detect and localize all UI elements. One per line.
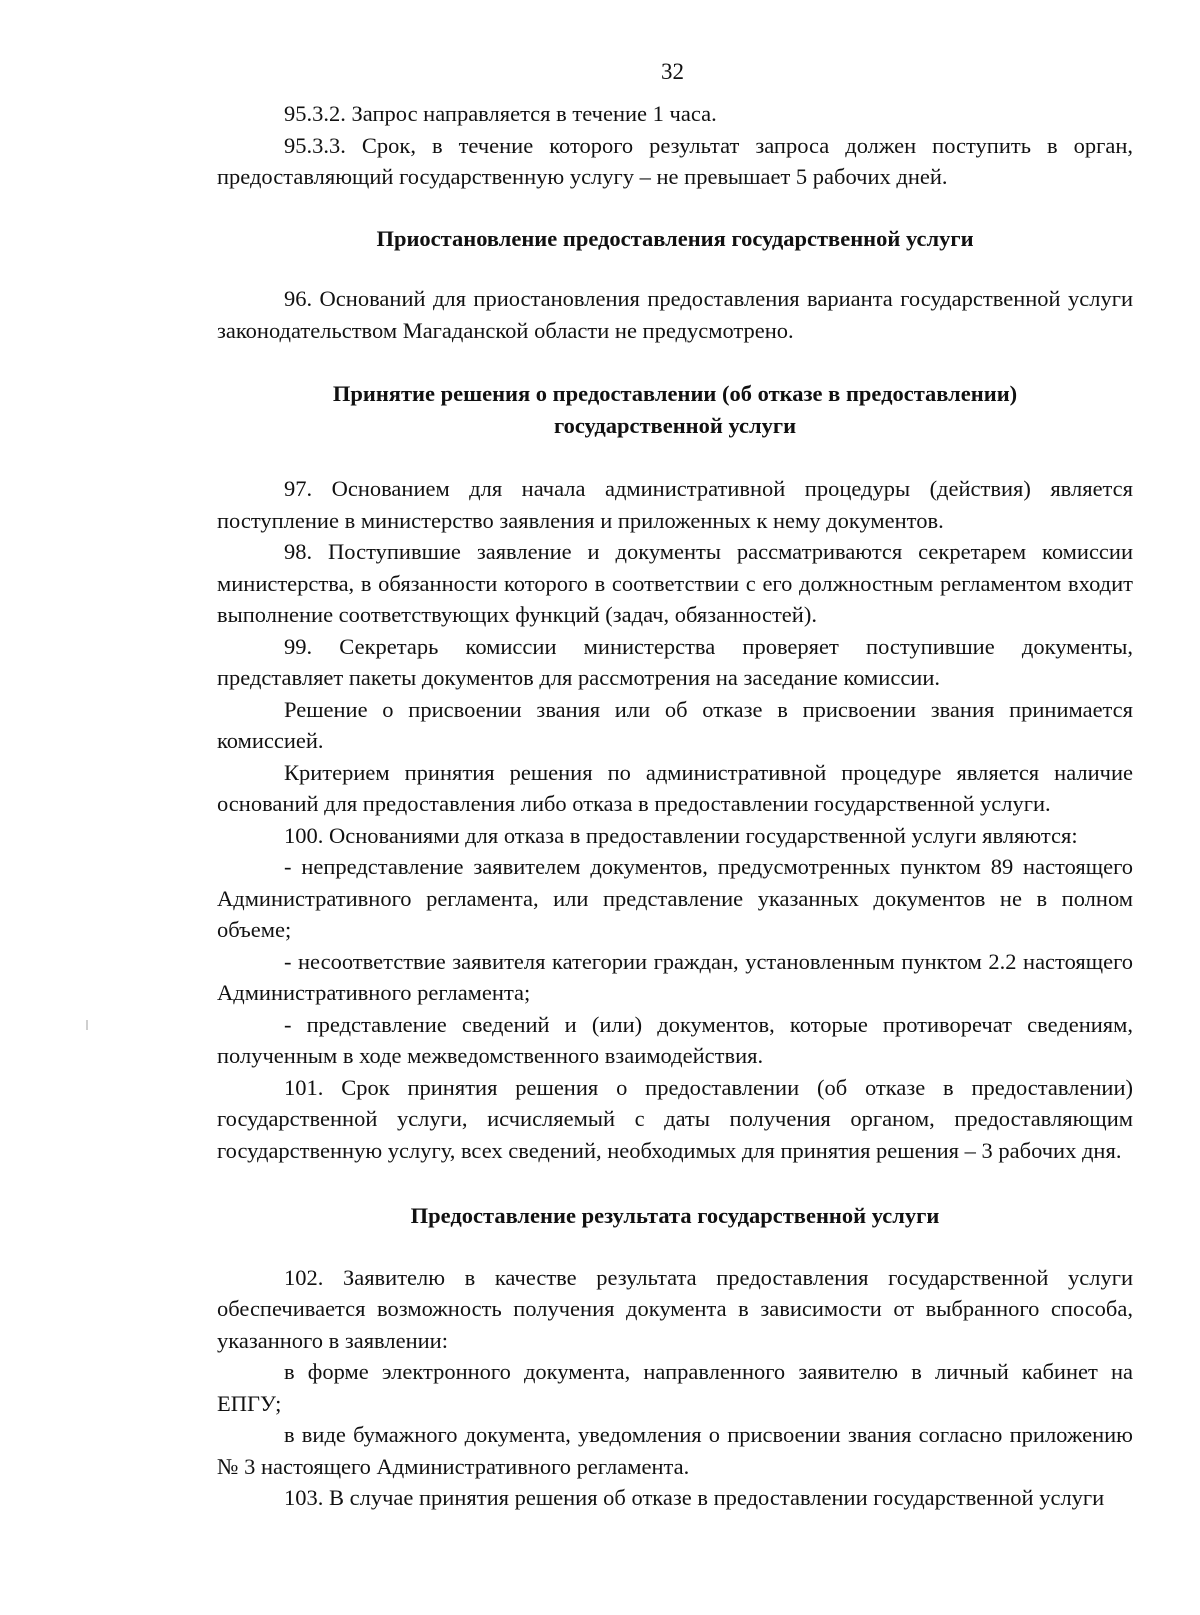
section-heading-decision-line1: Принятие решения о предоставлении (об отказе в предоставлении) [332,381,1018,406]
page-number: 32 [661,59,684,84]
section-heading-decision-line2: государственной услуги [553,412,797,438]
paragraph-97: 97. Основанием для начала административной процедуры (действия) является поступление в министерство заявления и приложенных к нему документов. [217,476,1133,533]
paragraph-decision-by-commission: Решение о присвоении звания или об отказе в присвоении звания принимается комиссией. [217,696,1133,753]
list-item-contradicting-info: - представление сведений и (или) документов, которые противоречат сведениям, полученным в ходе межведомственного взаимодействия. [217,1011,1133,1068]
section-heading-decision [217,378,1133,441]
paragraph-criterion: Критерием принятия решения по административной процедуре является наличие оснований для предоставления либо отказа в предоставлении государственной услуги. [217,759,1133,816]
section-heading-result: Предоставление результата государственной услуги [410,1203,940,1228]
list-item-non-submission: - непредставление заявителем документов, предусмотренных пунктом 89 настоящего Административного регламента, или представление указанных документов не в полном объеме; [217,854,1133,942]
paragraph-electronic-form: в форме электронного документа, направленного заявителю в личный кабинет на ЕПГУ; [217,1359,1133,1416]
paragraph-103: 103. В случае принятия решения об отказе в предоставлении государственной услуги [284,1485,1105,1510]
paragraph-98: 98. Поступившие заявление и документы рассматриваются секретарем комиссии министерства, в обязанности которого в соответствии с его должностным регламентом входит выполнение соответствующих функций (задач, обязанностей). [217,539,1133,627]
paragraph-101: 101. Срок принятия решения о предоставлении (об отказе в предоставлении) государственной услуги, исчисляемый с даты получения органом, предоставляющим государственную услугу, всех сведений, необходимых для принятия решения – 3 рабочих дня. [217,1074,1133,1163]
paragraph-100: 100. Основаниями для отказа в предоставлении государственной услуги являются: [284,822,1078,848]
paragraph-102: 102. Заявителю в качестве результата предоставления государственной услуги обеспечивается возможность получения документа в зависимости от выбранного способа, указанного в заявлении: [217,1264,1133,1353]
paragraph-99: 99. Секретарь комиссии министерства проверяет поступившие документы, представляет пакеты документов для рассмотрения на заседание комиссии. [217,633,1133,690]
paragraph-95-3-2: 95.3.2. Запрос направляется в течение 1 часа. [284,101,717,126]
section-heading-suspension: Приостановление предоставления государственной услуги [376,225,974,251]
document-body [217,98,1133,1514]
paragraph-paper-form: в виде бумажного документа, уведомления о присвоении звания согласно приложению № 3 настоящего Административного регламента. [217,1422,1133,1479]
list-item-category-mismatch: - несоответствие заявителя категории граждан, установленным пунктом 2.2 настоящего Административного регламента; [217,948,1133,1005]
paragraph-96: 96. Оснований для приостановления предоставления варианта государственной услуги законодательством Магаданской области не предусмотрено. [217,286,1133,343]
paragraph-95-3-3: 95.3.3. Срок, в течение которого результат запроса должен поступить в орган, предоставляющий государственную услугу – не превышает 5 рабочих дней. [217,132,1133,189]
scan-margin-mark [86,1020,88,1030]
